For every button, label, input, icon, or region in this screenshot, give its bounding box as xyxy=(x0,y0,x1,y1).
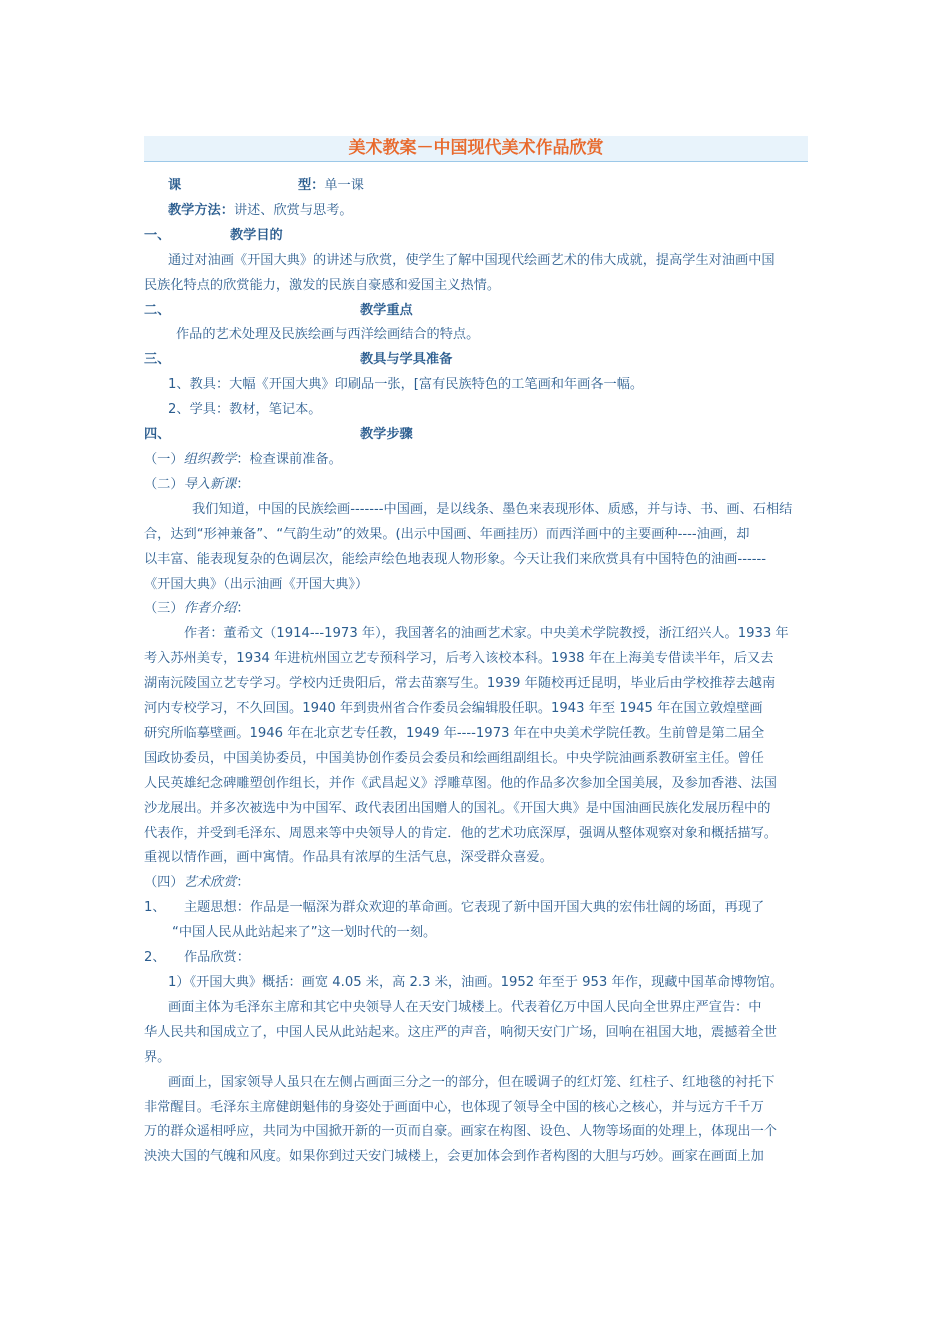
appreciation-2-text: 作品欣赏： xyxy=(184,950,250,966)
method-row xyxy=(144,199,808,224)
author-line-8: 沙龙展出。并多次被选中为中国军、政代表团出国赠人的国礼。《开国大典》是中国油画民族化发展历程中的 xyxy=(144,800,771,816)
section-4-heading xyxy=(144,423,808,448)
step-2 xyxy=(144,473,808,498)
step-3-rest: ： xyxy=(236,601,250,617)
step-3-name: 作者介绍 xyxy=(183,601,237,617)
goal-line-1: 通过对油画《开国大典》的讲述与欣赏，使学生了解中国现代绘画艺术的伟大成就，提高学生对油画中国 xyxy=(168,252,775,268)
appreciation-2-num: 2、 xyxy=(144,950,166,966)
method-value: 讲述、欣赏与思考。 xyxy=(233,202,353,218)
appreciation-1-text: 主题思想：作品是一幅深为群众欢迎的革命画。它表现了新中国开国大典的宏伟壮阔的场面，再现了 xyxy=(184,900,765,916)
picture-line-3: 万的群众遥相呼应，共同为中国掀开新的一页而自豪。画家在构图、设色、人物等场面的处理上，体现出一个 xyxy=(144,1124,777,1140)
intro-line-1: 我们知道，中国的民族绘画-------中国画，是以线条、墨色来表现形体、质感，并与诗、书、画、石相结 xyxy=(192,501,793,517)
author-line-9: 代表作，并受到毛泽东、周恩来等中央领导人的肯定．他的艺术功底深厚，强调从整体观察对象和概括描写。 xyxy=(144,825,777,841)
main-line-1: 画面主体为毛泽东主席和其它中央领导人在天安门城楼上。代表着亿万中国人民向全世界庄严宣告：中 xyxy=(168,999,762,1015)
section-4-title: 教学步骤 xyxy=(360,427,413,443)
author-line-10: 重视以情作画，画中寓情。作品具有浓厚的生活气息，深受群众喜爱。 xyxy=(144,850,553,866)
author-line-2: 考入苏州美专，1934 年进杭州国立艺专预科学习，后考入该校本科。1938 年在上海美专借读半年，后又去 xyxy=(144,651,774,667)
intro-line-2: 合，达到“形神兼备”、“气韵生动”的效果。(出示中国画、年画挂历）而西洋画中的主要画种----油画，却 xyxy=(144,526,750,542)
type-label-b: 型： xyxy=(298,178,325,193)
section-1-title: 教学目的 xyxy=(230,227,283,243)
picture-line-2: 非常醒目。毛泽东主席健朗魁伟的身姿处于画面中心，也体现了领导全中国的核心之核心，并与远方千千万 xyxy=(144,1099,764,1115)
step-3 xyxy=(144,597,808,622)
key-point-line: 作品的艺术处理及民族绘画与西洋绘画结合的特点。 xyxy=(176,327,480,343)
appreciation-2 xyxy=(144,946,808,971)
section-1-num: 一、 xyxy=(144,227,171,243)
author-line-1: 作者：董希文（1914---1973 年），我国著名的油画艺术家。中央美术学院教授，浙江绍兴人。1933 年 xyxy=(184,626,789,642)
section-2-title: 教学重点 xyxy=(360,302,413,318)
type-value: 单一课 xyxy=(324,178,364,193)
appreciation-1-num: 1、 xyxy=(144,900,166,916)
author-line-3: 湖南沅陵国立艺专学习。学校内迁贵阳后，常去苗寨写生。1939 年随校再迁昆明，毕业后由学校推荐去越南 xyxy=(144,676,776,692)
section-3-num: 三、 xyxy=(144,352,171,368)
title-bar xyxy=(144,136,808,162)
step-4-prefix: （四） xyxy=(144,875,184,891)
step-4-rest: ： xyxy=(236,875,250,891)
goal-line-2: 民族化特点的欣赏能力，激发的民族自豪感和爱国主义热情。 xyxy=(144,277,501,293)
author-line-5: 研究所临摹壁画。1946 年在北京艺专任教，1949 年----1973 年在中央美术学院任教。生前曾是第二届全 xyxy=(144,725,765,741)
step-2-rest: ： xyxy=(236,476,250,492)
step-2-name: 导入新课 xyxy=(183,476,237,492)
type-label-a: 课 xyxy=(168,178,182,193)
document-page xyxy=(144,136,808,1170)
step-3-prefix: （三） xyxy=(144,601,184,617)
section-3-heading xyxy=(144,348,808,373)
step-1 xyxy=(144,448,808,473)
step-1-rest: ：检查课前准备。 xyxy=(236,451,342,467)
section-1-heading xyxy=(144,224,808,249)
main-line-3: 界。 xyxy=(144,1049,171,1065)
section-2-num: 二、 xyxy=(144,302,171,318)
picture-line-4: 泱泱大国的气魄和风度。如果你到过天安门城楼上，会更加体会到作者构图的大胆与巧妙。画家在画面上加 xyxy=(144,1149,764,1165)
section-4-num: 四、 xyxy=(144,427,171,443)
method-label: 教学方法： xyxy=(168,202,234,218)
main-line-2: 华人民共和国成立了，中国人民从此站起来。这庄严的声音，响彻天安门广场，回响在祖国大地，震撼着全世 xyxy=(144,1024,777,1040)
step-2-prefix: （二） xyxy=(144,476,184,492)
step-4-name: 艺术欣赏 xyxy=(183,875,237,891)
appreciation-1-line-2: “中国人民从此站起来了”这一划时代的一刻。 xyxy=(172,925,437,941)
step-4 xyxy=(144,871,808,896)
tools-line-1: 1、教具：大幅《开国大典》印刷品一张，[富有民族特色的工笔画和年画各一幅。 xyxy=(168,377,644,393)
section-2-heading xyxy=(144,299,808,324)
page-title: 美术教案－中国现代美术作品欣赏 xyxy=(348,138,604,158)
intro-line-3: 以丰富、能表现复杂的色调层次，能绘声绘色地表现人物形象。今天让我们来欣赏具有中国特色的油画------ xyxy=(144,551,766,567)
author-line-7: 人民英雄纪念碑雕塑创作组长，并作《武昌起义》浮雕草图。他的作品多次参加全国美展，及参加香港、法国 xyxy=(144,775,777,791)
step-1-name: 组织教学 xyxy=(183,451,237,467)
section-3-title: 教具与学具准备 xyxy=(360,352,453,368)
course-type-row xyxy=(144,174,808,199)
overview-line: 1）《开国大典》概括：画宽 4.05 米，高 2.3 米，油画。1952 年至于 953 年作，现藏中国革命博物馆。 xyxy=(168,975,783,990)
author-line-4: 河内专校学习，不久回国。1940 年到贵州省合作委员会编辑股任职。1943 年至 1945 年在国立敦煌壁画 xyxy=(144,701,763,717)
picture-line-1: 画面上，国家领导人虽只在左侧占画面三分之一的部分，但在暖调子的红灯笼、红柱子、红地毯的衬托下 xyxy=(168,1074,775,1090)
tools-line-2: 2、学具：教材，笔记本。 xyxy=(168,402,322,418)
appreciation-1-line-1 xyxy=(144,896,808,921)
author-line-6: 国政协委员，中国美协委员，中国美协创作委员会委员和绘画组副组长。中央学院油画系教研室主任。曾任 xyxy=(144,750,764,766)
intro-line-4: 《开国大典》（出示油画《开国大典》） xyxy=(144,576,369,592)
step-1-prefix: （一） xyxy=(144,451,184,467)
